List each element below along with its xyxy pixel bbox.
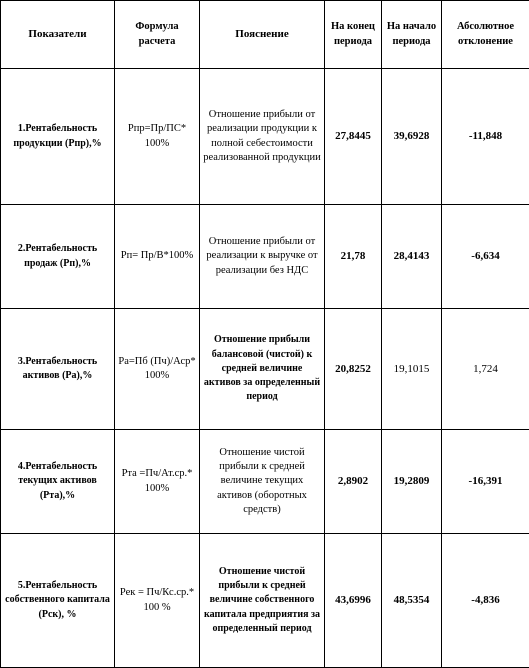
header-formula: Формула расчета bbox=[115, 1, 200, 69]
deviation-cell: -11,848 bbox=[442, 69, 529, 205]
header-start-period: На начало периода bbox=[382, 1, 442, 69]
deviation-cell: -16,391 bbox=[442, 430, 529, 534]
explanation-cell: Отношение прибыли от реализации продукции к полной себестоимости реализованной продукции bbox=[200, 69, 325, 205]
end-period-cell: 27,8445 bbox=[325, 69, 382, 205]
start-period-cell: 28,4143 bbox=[382, 205, 442, 309]
formula-cell: Ра=Пб (Пч)/Аср* 100% bbox=[115, 309, 200, 430]
indicator-cell: 2.Рентабельность продаж (Рп),% bbox=[1, 205, 115, 309]
explanation-cell: Отношение чистой прибыли к средней величине собственного капитала предприятия за определенный период bbox=[200, 534, 325, 668]
end-period-cell: 21,78 bbox=[325, 205, 382, 309]
header-explanation: Пояснение bbox=[200, 1, 325, 69]
indicator-cell: 5.Рентабельность собственного капитала (Рск), % bbox=[1, 534, 115, 668]
explanation-cell: Отношение прибыли от реализации к выручке от реализации без НДС bbox=[200, 205, 325, 309]
deviation-cell: -4,836 bbox=[442, 534, 529, 668]
formula-cell: Рек = Пч/Кс.ср.* 100 % bbox=[115, 534, 200, 668]
formula-cell: Рп= Пр/В*100% bbox=[115, 205, 200, 309]
deviation-cell: -6,634 bbox=[442, 205, 529, 309]
start-period-cell: 39,6928 bbox=[382, 69, 442, 205]
table-row bbox=[1, 430, 529, 534]
explanation-cell: Отношение прибыли балансовой (чистой) к средней величине активов за определенный период bbox=[200, 309, 325, 430]
table-row bbox=[1, 534, 529, 668]
explanation-cell: Отношение чистой прибыли к средней величине текущих активов (оборотных средств) bbox=[200, 430, 325, 534]
header-indicator: Показатели bbox=[1, 1, 115, 69]
indicator-cell: 1.Рентабельность продукции (Рпр),% bbox=[1, 69, 115, 205]
deviation-cell: 1,724 bbox=[442, 309, 529, 430]
start-period-cell: 48,5354 bbox=[382, 534, 442, 668]
formula-cell: Рпр=Пр/ПС* 100% bbox=[115, 69, 200, 205]
table-row bbox=[1, 69, 529, 205]
indicator-cell: 4.Рентабельность текущих активов (Рта),% bbox=[1, 430, 115, 534]
start-period-cell: 19,1015 bbox=[382, 309, 442, 430]
header-row bbox=[1, 1, 529, 69]
end-period-cell: 43,6996 bbox=[325, 534, 382, 668]
header-abs-deviation: Абсолютное отклонение bbox=[442, 1, 529, 69]
table-row bbox=[1, 309, 529, 430]
header-end-period: На конец периода bbox=[325, 1, 382, 69]
end-period-cell: 2,8902 bbox=[325, 430, 382, 534]
start-period-cell: 19,2809 bbox=[382, 430, 442, 534]
table-row bbox=[1, 205, 529, 309]
indicator-cell: 3.Рентабельность активов (Ра),% bbox=[1, 309, 115, 430]
end-period-cell: 20,8252 bbox=[325, 309, 382, 430]
formula-cell: Рта =Пч/Ат.ср.* 100% bbox=[115, 430, 200, 534]
